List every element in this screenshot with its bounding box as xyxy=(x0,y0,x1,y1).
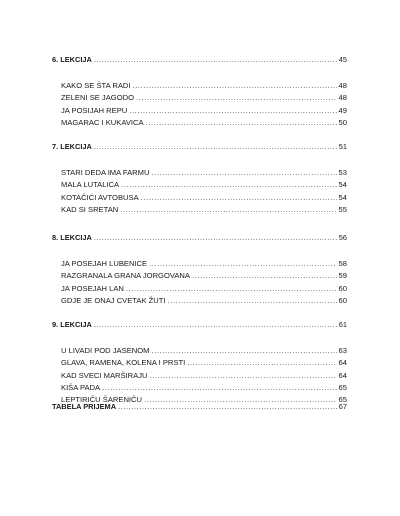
toc-entry[interactable] xyxy=(61,284,347,294)
toc-entry[interactable] xyxy=(61,259,347,269)
toc-title: KAKO SE ŠTA RADI xyxy=(61,81,131,90)
page-number: 49 xyxy=(338,105,347,115)
dot-leader xyxy=(151,168,336,178)
dot-leader xyxy=(146,118,337,128)
page-number: 48 xyxy=(338,81,347,90)
dot-leader xyxy=(94,55,337,65)
toc-title: KAD SVECI MARŠIRAJU xyxy=(61,370,148,380)
toc-entry[interactable] xyxy=(61,193,347,203)
page-number: 60 xyxy=(338,283,347,293)
toc-title: STARI DEDA IMA FARMU xyxy=(61,168,150,177)
toc-section-heading[interactable] xyxy=(52,55,347,65)
dot-leader xyxy=(136,93,337,103)
toc-entry[interactable] xyxy=(61,81,347,91)
dot-leader xyxy=(121,180,336,190)
page-number: 55 xyxy=(338,204,347,214)
dot-leader xyxy=(133,81,337,91)
page-number: 67 xyxy=(338,402,347,411)
toc-entry[interactable] xyxy=(61,271,347,281)
page-number: 64 xyxy=(338,370,347,380)
page-number: 51 xyxy=(338,142,347,151)
page-number: 65 xyxy=(338,382,347,392)
toc-title: GDJE JE ONAJ CVETAK ŽUTI xyxy=(61,295,166,305)
toc-title: LEPTIRIČU ŠARENIČU xyxy=(61,395,143,405)
dot-leader xyxy=(149,259,336,269)
page-number: 54 xyxy=(338,192,347,202)
page-number: 48 xyxy=(338,93,347,103)
toc-title: 6. LEKCIJA xyxy=(52,55,92,64)
toc-entry[interactable] xyxy=(61,296,347,306)
toc-entry[interactable] xyxy=(61,205,347,215)
toc-section-heading[interactable] xyxy=(52,233,347,243)
dot-leader xyxy=(94,320,337,330)
toc-title: 7. LEKCIJA xyxy=(52,142,92,151)
dot-leader xyxy=(94,142,337,152)
toc-entry[interactable] xyxy=(61,383,347,393)
toc-title: KAD SI SRETAN xyxy=(61,204,119,214)
dot-leader xyxy=(151,346,336,356)
dot-leader xyxy=(126,284,337,294)
toc-entry[interactable] xyxy=(61,180,347,190)
toc-entry[interactable] xyxy=(61,118,347,128)
page-number: 56 xyxy=(338,233,347,242)
toc-title: ZELENI SE JAGODO xyxy=(61,93,135,103)
page-number: 53 xyxy=(338,168,347,177)
dot-leader xyxy=(187,358,336,368)
page-number: 59 xyxy=(338,271,347,281)
dot-leader xyxy=(150,371,337,381)
toc-entry[interactable] xyxy=(61,106,347,116)
toc-title: 8. LEKCIJA xyxy=(52,233,92,242)
toc-title: 9. LEKCIJA xyxy=(52,320,92,329)
page-number: 58 xyxy=(338,259,347,268)
toc-entry[interactable] xyxy=(61,168,347,178)
toc-entry[interactable] xyxy=(61,93,347,103)
toc-title: U LIVADI POD JASENOM xyxy=(61,346,150,355)
page-number: 64 xyxy=(338,358,347,368)
dot-leader xyxy=(102,383,336,393)
dot-leader xyxy=(141,193,337,203)
toc-entry[interactable] xyxy=(61,346,347,356)
toc-title: TABELA PRIJEMA xyxy=(52,402,117,411)
dot-leader xyxy=(192,271,337,281)
dot-leader xyxy=(120,205,336,215)
toc-title: MALA LUTALICA xyxy=(61,180,120,190)
toc-title: JA POSEJAH LAN xyxy=(61,283,124,293)
toc-title: KIŠA PADA xyxy=(61,382,101,392)
toc-entry[interactable] xyxy=(61,358,347,368)
toc-title: JA POSIJAH REPU xyxy=(61,105,128,115)
page-number: 65 xyxy=(338,395,347,405)
dot-leader xyxy=(94,233,337,243)
toc-title: MAGARAC I KUKAVICA xyxy=(61,117,144,127)
dot-leader xyxy=(168,296,337,306)
toc-section-heading[interactable] xyxy=(52,320,347,330)
toc-title: KOTAČIĆI AVTOBUSA xyxy=(61,192,139,202)
page-number: 61 xyxy=(338,320,347,329)
page-number: 50 xyxy=(338,117,347,127)
page-number: 63 xyxy=(338,346,347,355)
toc-entry[interactable] xyxy=(61,371,347,381)
toc-appendix-heading[interactable] xyxy=(52,402,347,412)
page-number: 60 xyxy=(338,295,347,305)
toc-title: GLAVA, RAMENA, KOLENA I PRSTI xyxy=(61,358,186,368)
toc-section-heading[interactable] xyxy=(52,142,347,152)
toc-title: RAZGRANALA GRANA JORGOVANA xyxy=(61,271,190,281)
dot-leader xyxy=(129,106,336,116)
dot-leader xyxy=(118,402,337,412)
page-number: 54 xyxy=(338,180,347,190)
page-number: 45 xyxy=(338,55,347,64)
toc-title: JA POSEJAH LUBENICE xyxy=(61,259,148,268)
